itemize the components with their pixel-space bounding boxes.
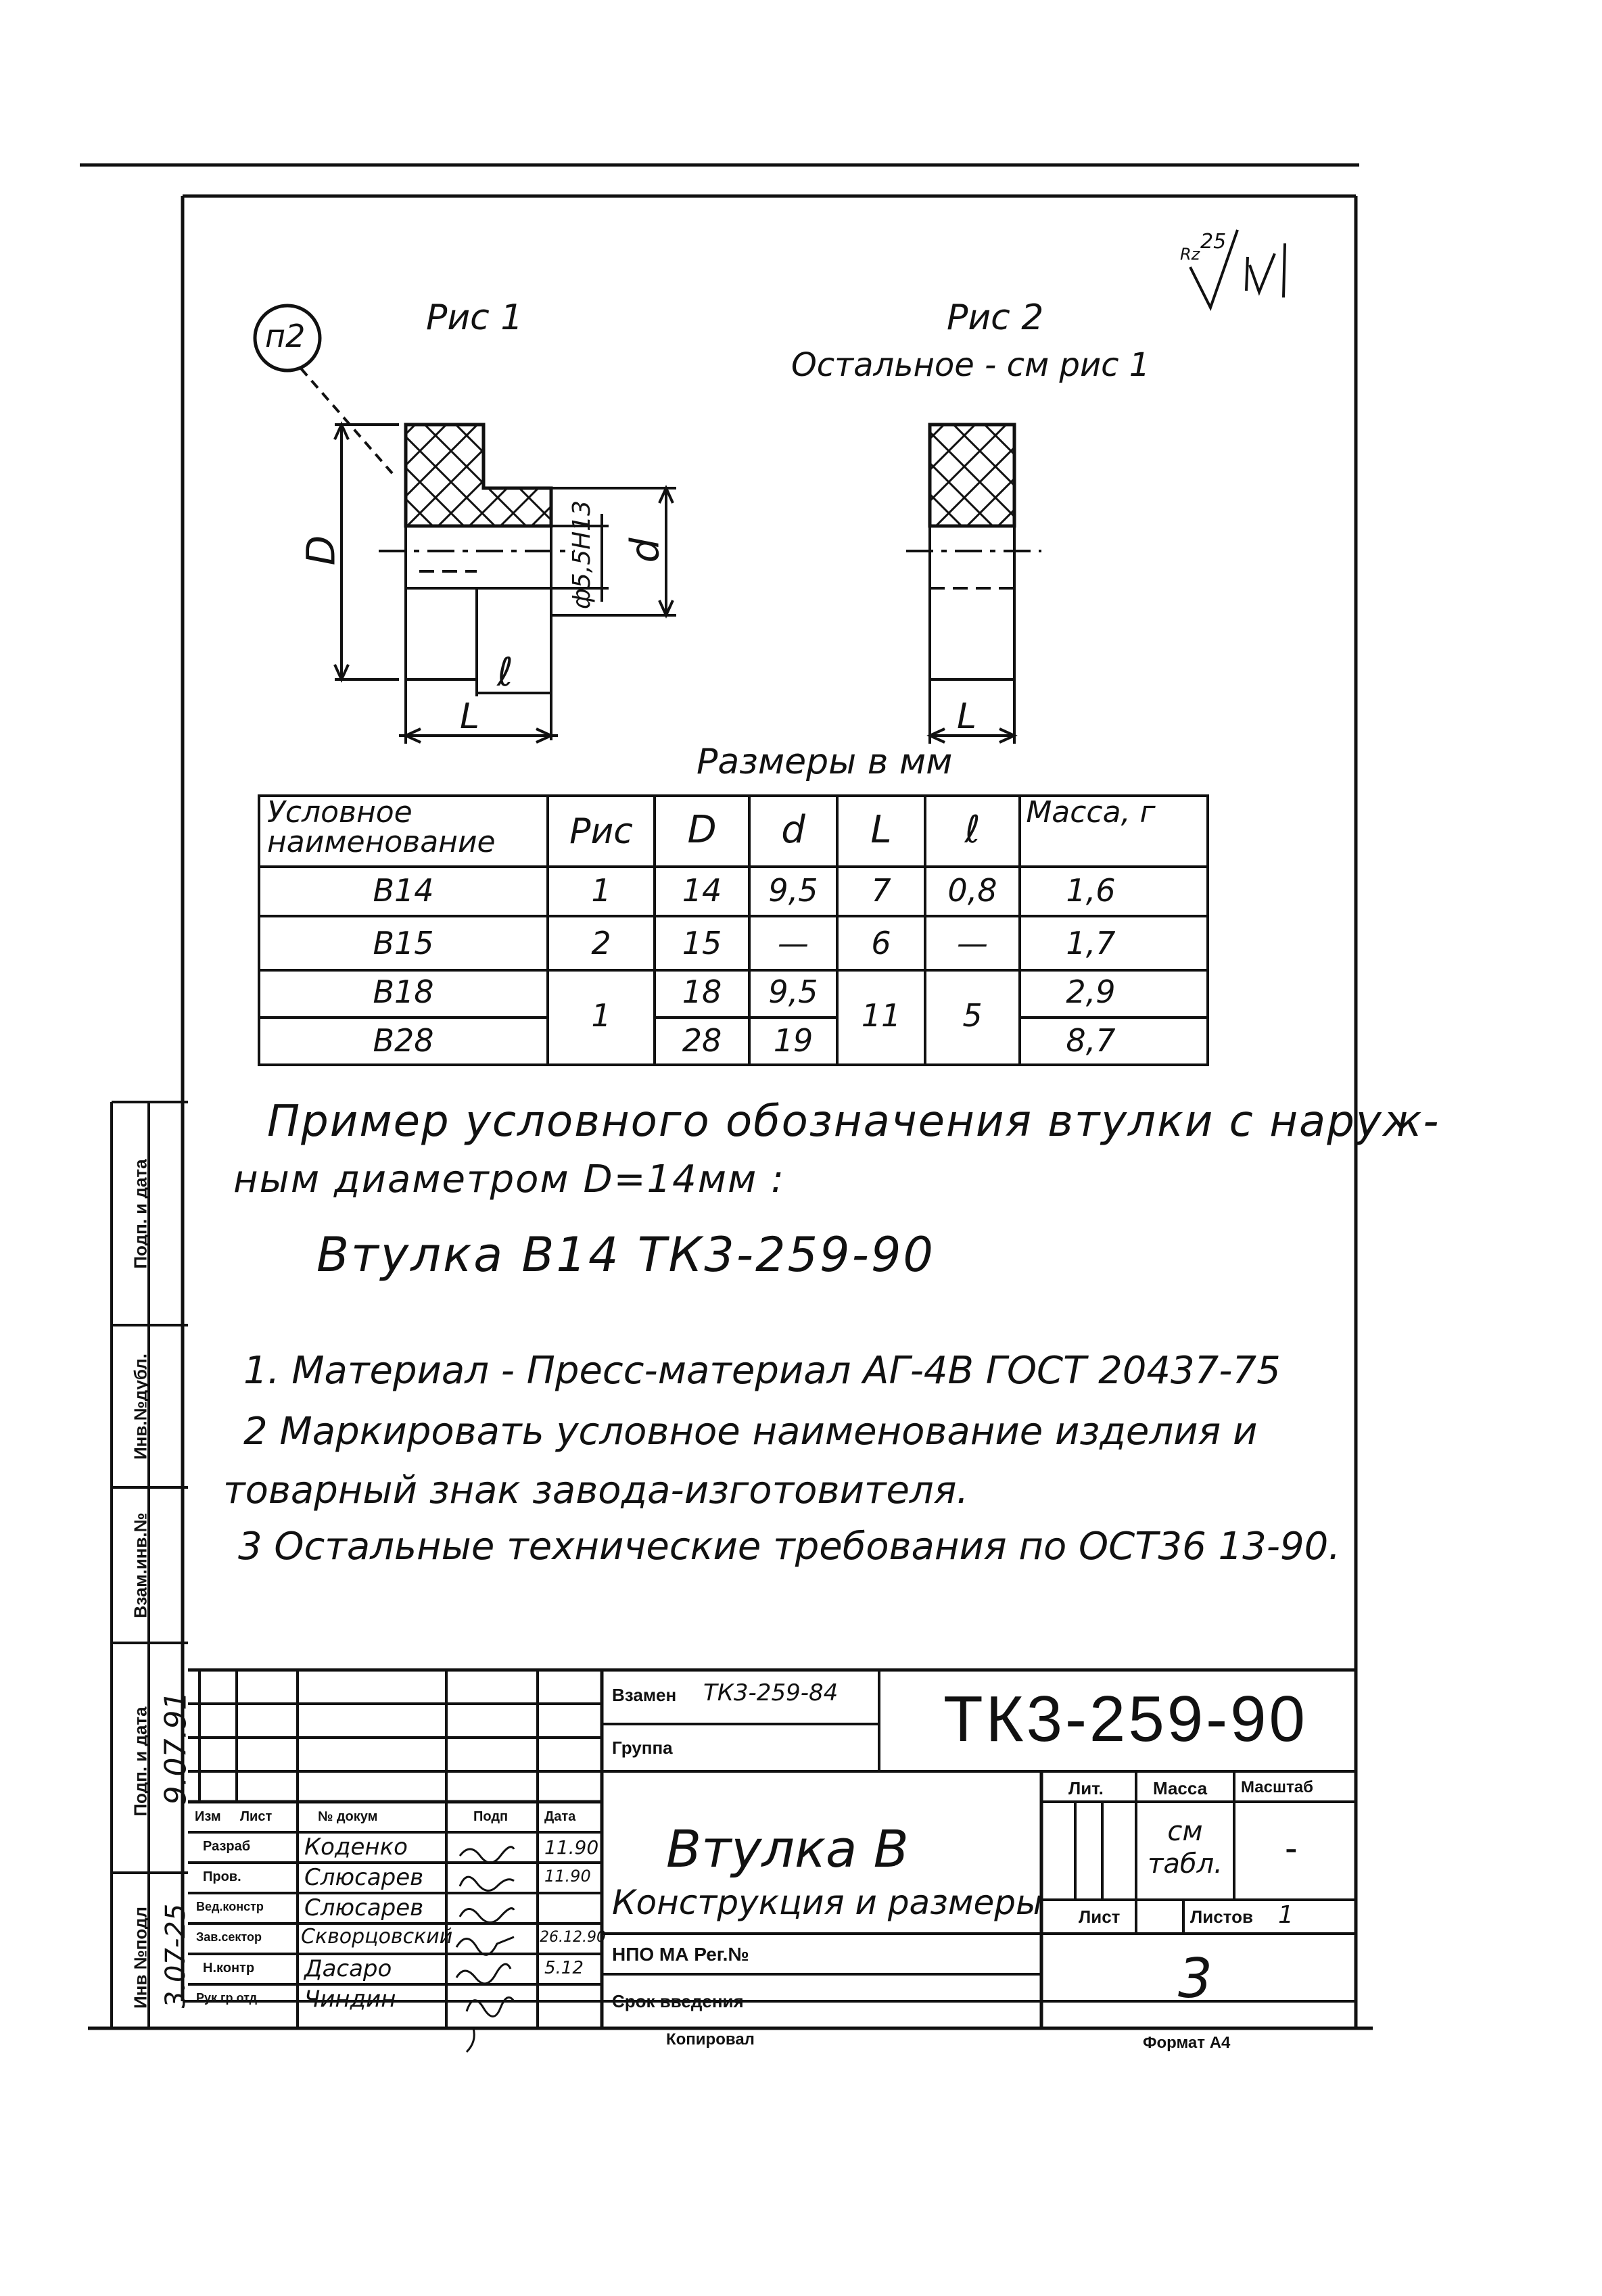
name-n-kontr: Дасаро bbox=[304, 1955, 392, 1982]
date-n-kontr: 5.12 bbox=[544, 1958, 584, 1978]
row4-name: В28 bbox=[373, 1022, 434, 1059]
row2-mass: 1,7 bbox=[1066, 925, 1116, 961]
example-designation: Втулка В14 ТК3-259-90 bbox=[316, 1227, 935, 1283]
note-3: 3 Остальные технические требования по ОСТ36 13-90. bbox=[238, 1525, 1341, 1569]
row1-L: 7 bbox=[871, 872, 891, 909]
lit-label: Лит. bbox=[1068, 1778, 1104, 1798]
row1-fig: 1 bbox=[591, 872, 611, 909]
note-2b: товарный знак завода-изготовителя. bbox=[223, 1468, 969, 1512]
side-inv-podl-value: 3.07-25 bbox=[160, 1903, 191, 2009]
header-mass: Масса, г bbox=[1026, 795, 1156, 830]
sig-header-doc: № докум bbox=[318, 1809, 378, 1824]
gruppa-label: Группа bbox=[612, 1738, 673, 1758]
massa-value: см табл. bbox=[1148, 1816, 1223, 1880]
example-line-2: ным диаметром D=14мм : bbox=[233, 1157, 785, 1201]
part-subtitle: Конструкция и размеры bbox=[612, 1883, 1043, 1922]
name-prov: Слюсарев bbox=[304, 1864, 424, 1891]
row3-d: 9,5 bbox=[768, 974, 818, 1010]
row2-name: В15 bbox=[373, 925, 434, 961]
dim-L2-label: L bbox=[957, 696, 976, 737]
header-name: Условное наименование bbox=[267, 795, 496, 859]
row2-L: 6 bbox=[871, 925, 891, 961]
row1-d: 9,5 bbox=[768, 872, 818, 909]
row3-D: 18 bbox=[682, 974, 722, 1010]
row3-mass: 2,9 bbox=[1066, 974, 1116, 1010]
date-zav-sektor: 26.12.90 bbox=[540, 1929, 606, 1946]
role-prov: Пров. bbox=[203, 1869, 241, 1884]
srok-label: Срок введения bbox=[612, 1991, 744, 2011]
format-label: Формат А4 bbox=[1143, 2034, 1231, 2052]
row2-d: — bbox=[778, 925, 809, 961]
dim-L-label: L bbox=[460, 696, 479, 737]
header-l: ℓ bbox=[964, 808, 981, 852]
role-razrab: Разраб bbox=[203, 1839, 251, 1854]
header-d: d bbox=[781, 808, 805, 852]
name-zav-sektor: Скворцовский bbox=[301, 1925, 453, 1948]
figure-1-title: Рис 1 bbox=[426, 297, 523, 338]
name-razrab: Коденко bbox=[304, 1834, 408, 1861]
roughness-value: 25 bbox=[1200, 230, 1227, 254]
part-name: Втулка В bbox=[666, 1819, 909, 1879]
row1-mass: 1,6 bbox=[1066, 872, 1116, 909]
side-podp-data-value: 9.07.91 bbox=[158, 1691, 193, 1805]
row4-mass: 8,7 bbox=[1066, 1022, 1116, 1059]
side-vzam-inv: Взам.инв.№ bbox=[130, 1512, 151, 1619]
role-ved-konstr: Вед.констр bbox=[196, 1900, 264, 1913]
date-prov: 11.90 bbox=[544, 1867, 591, 1886]
listov-label: Листов bbox=[1190, 1907, 1253, 1927]
figure-1 bbox=[255, 306, 676, 744]
dim-d-label: d bbox=[621, 537, 668, 563]
name-ruk-gr: Чиндин bbox=[304, 1986, 396, 2013]
example-line-1: Пример условного обозначения втулки с наруж- bbox=[267, 1097, 1440, 1147]
side-podp-data-top: Подп. и дата bbox=[130, 1159, 151, 1269]
side-inv-dubl: Инв.№дубл. bbox=[130, 1354, 151, 1460]
row4-d: 19 bbox=[773, 1022, 814, 1059]
vzamen-value: ТК3-259-84 bbox=[703, 1679, 839, 1706]
header-L: L bbox=[870, 808, 892, 852]
role-zav-sektor: Зав.сектор bbox=[196, 1930, 262, 1944]
dim-D-label: D bbox=[298, 535, 344, 566]
sig-header-data: Дата bbox=[544, 1809, 576, 1824]
dim-fit-label: ф5,5Н13 bbox=[567, 500, 596, 609]
page-number: 3 bbox=[1178, 1947, 1212, 2010]
callout-p2: п2 bbox=[265, 318, 306, 354]
vzamen-label: Взамен bbox=[612, 1685, 677, 1705]
row4-D: 28 bbox=[682, 1022, 722, 1059]
sig-header-izm: Изм bbox=[195, 1809, 221, 1824]
row3-name: В18 bbox=[373, 974, 434, 1010]
list-label: Лист bbox=[1079, 1907, 1121, 1927]
masshtab-value: - bbox=[1285, 1826, 1298, 1869]
dim-l-label: ℓ bbox=[497, 649, 513, 695]
note-2a: 2 Маркировать условное наименование изделия и bbox=[243, 1410, 1258, 1454]
sig-header-list: Лист bbox=[240, 1809, 273, 1824]
row2-l: — bbox=[957, 925, 988, 961]
side-inv-podl: Инв №подл bbox=[130, 1907, 151, 2009]
name-ved-konstr: Слюсарев bbox=[304, 1894, 424, 1921]
role-ruk-gr: Рук.гр.отд bbox=[196, 1991, 258, 2005]
massa-label: Масса bbox=[1153, 1778, 1208, 1798]
figure-2-title: Рис 2 bbox=[947, 297, 1044, 338]
kopiroval-label: Копировал bbox=[666, 2030, 755, 2049]
sig-header-podp: Подп bbox=[473, 1809, 509, 1824]
role-n-kontr: Н.контр bbox=[203, 1961, 255, 1976]
row3-l: 5 bbox=[962, 997, 983, 1034]
listov-value: 1 bbox=[1278, 1901, 1294, 1929]
header-D: D bbox=[687, 808, 717, 852]
row2-fig: 2 bbox=[591, 925, 611, 961]
row3-fig: 1 bbox=[591, 997, 611, 1034]
row1-D: 14 bbox=[682, 872, 722, 909]
org-label: НПО МА Рег.№ bbox=[612, 1944, 749, 1965]
row1-l: 0,8 bbox=[947, 872, 997, 909]
figure-2-note: Остальное - см рис 1 bbox=[791, 346, 1150, 384]
table-caption: Размеры в мм bbox=[697, 742, 953, 782]
header-fig: Рис bbox=[569, 811, 633, 852]
side-podp-data: Подп. и дата bbox=[130, 1706, 151, 1817]
row1-name: В14 bbox=[373, 872, 434, 909]
row2-D: 15 bbox=[682, 925, 722, 961]
date-razrab: 11.90 bbox=[544, 1836, 599, 1859]
note-1: 1. Материал - Пресс-материал АГ-4В ГОСТ 20437-75 bbox=[243, 1349, 1281, 1393]
doc-code: ТК3-259-90 bbox=[943, 1683, 1308, 1755]
roughness-prefix: Rz bbox=[1180, 245, 1200, 264]
row3-L: 11 bbox=[861, 997, 901, 1034]
masshtab-label: Масштаб bbox=[1241, 1778, 1313, 1796]
